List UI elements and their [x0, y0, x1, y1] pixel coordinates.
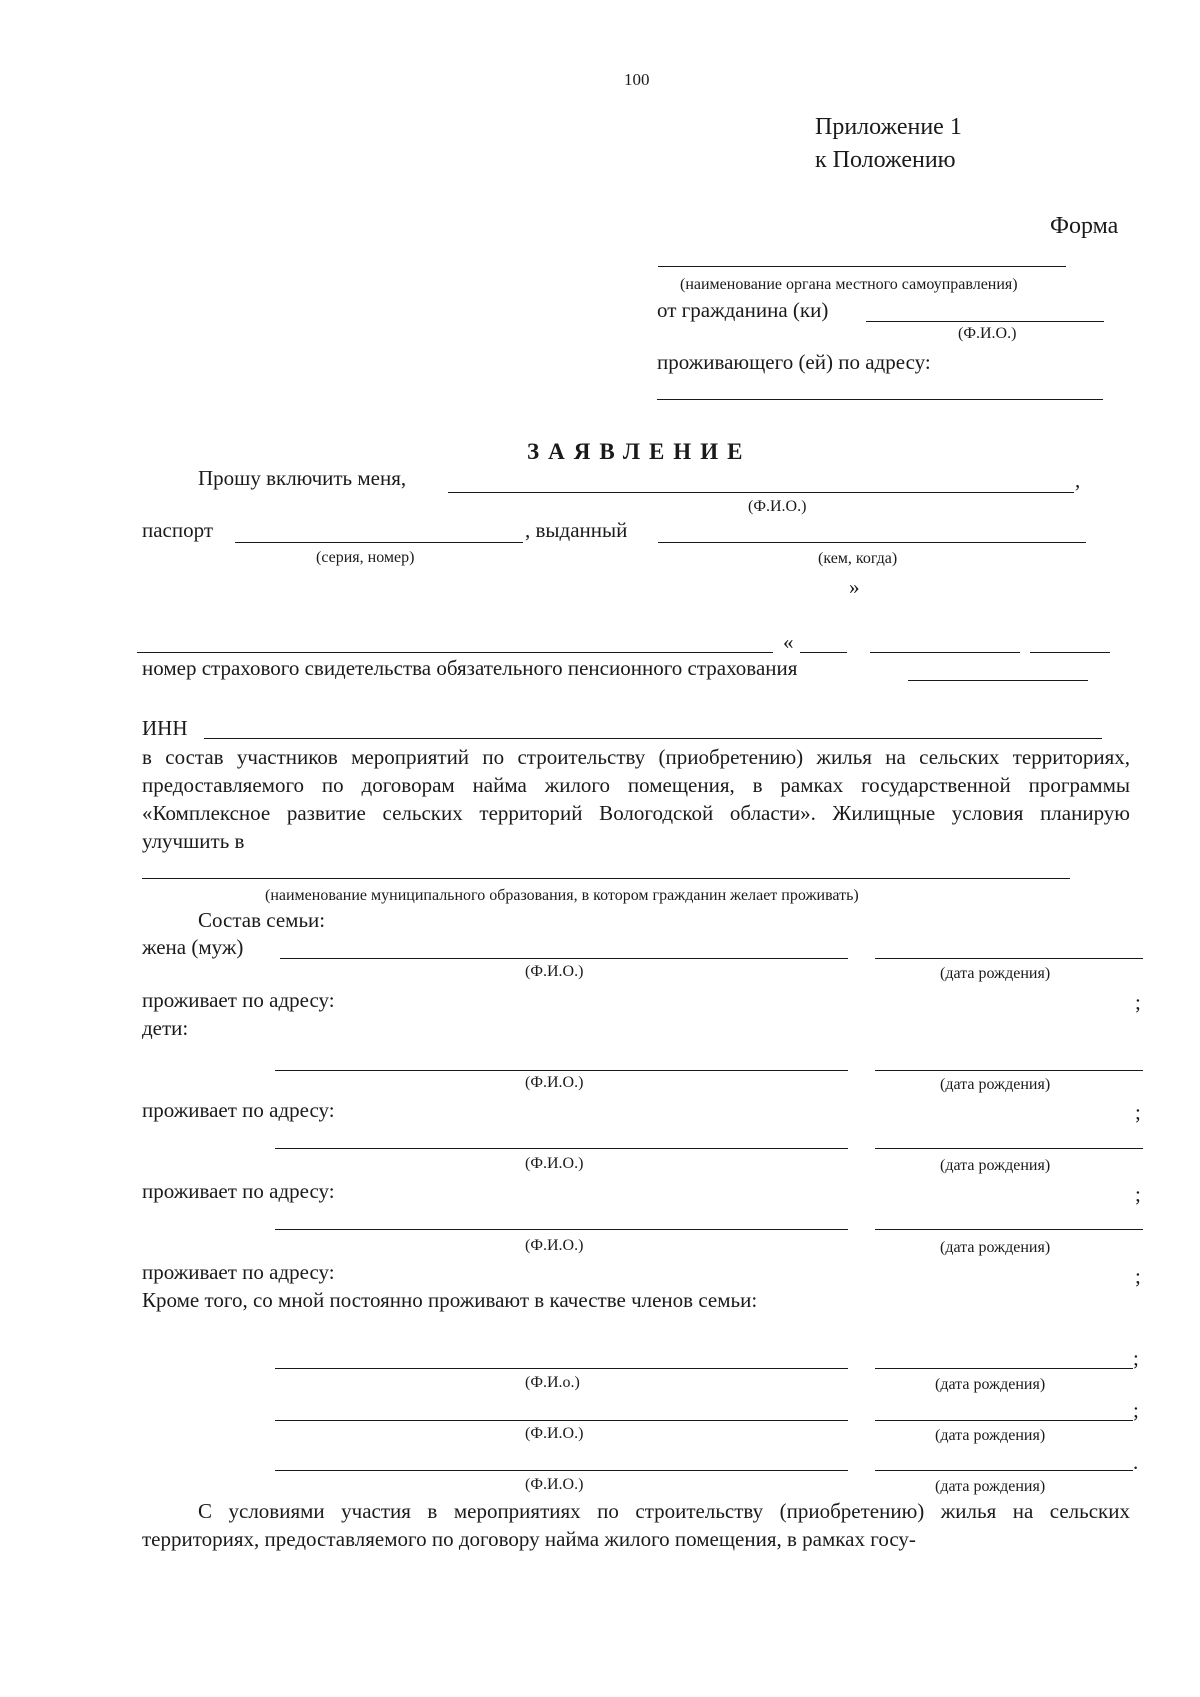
citizen-fio-caption: (Ф.И.О.): [958, 325, 1017, 342]
other-3-dob-line: [875, 1470, 1133, 1471]
date-line-month: [870, 652, 1020, 653]
snils-line: [908, 680, 1088, 681]
other-2-dob-caption: (дата рождения): [935, 1427, 1046, 1444]
spouse-name-line: [280, 958, 848, 959]
other-1-name-line: [275, 1368, 848, 1369]
other-1-dob-line: [875, 1368, 1133, 1369]
other-3-fio-caption: (Ф.И.О.): [525, 1476, 584, 1493]
form-label: Форма: [1050, 213, 1119, 239]
passport-label: паспорт: [142, 518, 214, 542]
child-2-dob-caption: (дата рождения): [940, 1157, 1051, 1174]
applicant-name-line: [448, 492, 1074, 493]
spouse-address-label: проживает по адресу:: [142, 988, 335, 1012]
residing-label: проживающего (ей) по адресу:: [657, 350, 931, 374]
page-number: 100: [624, 70, 650, 89]
passport-number-line: [235, 542, 523, 543]
municipality-caption: (наименование муниципального образования, в котором гражданин желает проживать): [265, 887, 859, 904]
child-2-semicolon: ;: [1135, 1182, 1141, 1206]
other-2-name-line: [275, 1420, 848, 1421]
other-3-period: .: [1133, 1450, 1139, 1474]
residing-address-line: [657, 399, 1103, 400]
child-2-address-label: проживает по адресу:: [142, 1179, 335, 1203]
child-3-dob-line: [875, 1229, 1143, 1230]
issued-caption: (кем, когда): [818, 550, 898, 567]
children-label: дети:: [142, 1016, 189, 1040]
issued-label: , выданный: [525, 518, 628, 542]
child-3-fio-caption: (Ф.И.О.): [525, 1237, 584, 1254]
spouse-label: жена (муж): [142, 935, 244, 959]
closing-paragraph: С условиями участия в мероприятиях по строительству (приобретению) жилья на сельских территориях, предоставляемого по договору найма жилого помещения, в рамках госу-: [142, 1499, 1130, 1551]
spouse-dob-caption: (дата рождения): [940, 965, 1051, 982]
organ-caption: (наименование органа местного самоуправления): [680, 276, 1018, 293]
document-title: ЗАЯВЛЕНИЕ: [527, 439, 752, 464]
child-1-name-line: [275, 1070, 848, 1071]
other-3-name-line: [275, 1470, 848, 1471]
quote-close: »: [849, 575, 860, 599]
child-3-address-label: проживает по адресу:: [142, 1260, 335, 1284]
inn-line: [204, 738, 1102, 739]
snils-text: номер страхового свидетельства обязательного пенсионного страхования: [142, 656, 798, 680]
spouse-fio-caption: (Ф.И.О.): [525, 963, 584, 980]
municipality-line: [142, 878, 1070, 879]
request-text: Прошу включить меня,: [198, 466, 407, 490]
date-line-day: [800, 652, 847, 653]
child-1-address-label: проживает по адресу:: [142, 1098, 335, 1122]
child-1-fio-caption: (Ф.И.О.): [525, 1074, 584, 1091]
issued-by-line: [658, 542, 1086, 543]
spouse-dob-line: [875, 958, 1143, 959]
other-3-dob-caption: (дата рождения): [935, 1478, 1046, 1495]
appendix-line-1: Приложение 1: [815, 114, 962, 140]
body-paragraph: в состав участников мероприятий по строительству (приобретению) жилья на сельских территориях, предоставляемого по договорам найма жилого помещения, в рамках государственной программы «Комплексное развитие сельских территорий Вологодской области». Жилищные условия планирую улучшить в: [142, 745, 1130, 853]
applicant-comma: ,: [1075, 468, 1081, 492]
other-1-dob-caption: (дата рождения): [935, 1376, 1046, 1393]
appendix-line-2: к Положению: [815, 147, 956, 173]
quote-open: «: [783, 630, 794, 654]
organ-line: [658, 266, 1066, 267]
spouse-semicolon: ;: [1135, 990, 1141, 1014]
child-2-name-line: [275, 1148, 848, 1149]
citizen-name-line: [866, 321, 1104, 322]
child-3-dob-caption: (дата рождения): [940, 1239, 1051, 1256]
child-2-fio-caption: (Ф.И.О.): [525, 1155, 584, 1172]
child-3-name-line: [275, 1229, 848, 1230]
child-1-dob-caption: (дата рождения): [940, 1076, 1051, 1093]
child-3-semicolon: ;: [1135, 1264, 1141, 1288]
child-2-dob-line: [875, 1148, 1143, 1149]
other-members-label: Кроме того, со мной постоянно проживают в качестве членов семьи:: [142, 1288, 758, 1312]
family-heading: Состав семьи:: [198, 908, 326, 932]
series-caption: (серия, номер): [316, 549, 415, 566]
applicant-fio-caption: (Ф.И.О.): [748, 498, 807, 515]
child-1-dob-line: [875, 1070, 1143, 1071]
child-1-semicolon: ;: [1135, 1100, 1141, 1124]
date-line-year: [1030, 652, 1110, 653]
from-citizen-label: от гражданина (ки): [657, 298, 829, 322]
other-2-semicolon: ;: [1133, 1398, 1139, 1422]
inn-label: ИНН: [142, 716, 188, 740]
other-1-semicolon: ;: [1133, 1346, 1139, 1370]
date-line-main: [137, 652, 773, 653]
other-2-fio-caption: (Ф.И.О.): [525, 1425, 584, 1442]
other-2-dob-line: [875, 1420, 1133, 1421]
other-1-fio-caption: (Ф.И.о.): [525, 1374, 580, 1391]
